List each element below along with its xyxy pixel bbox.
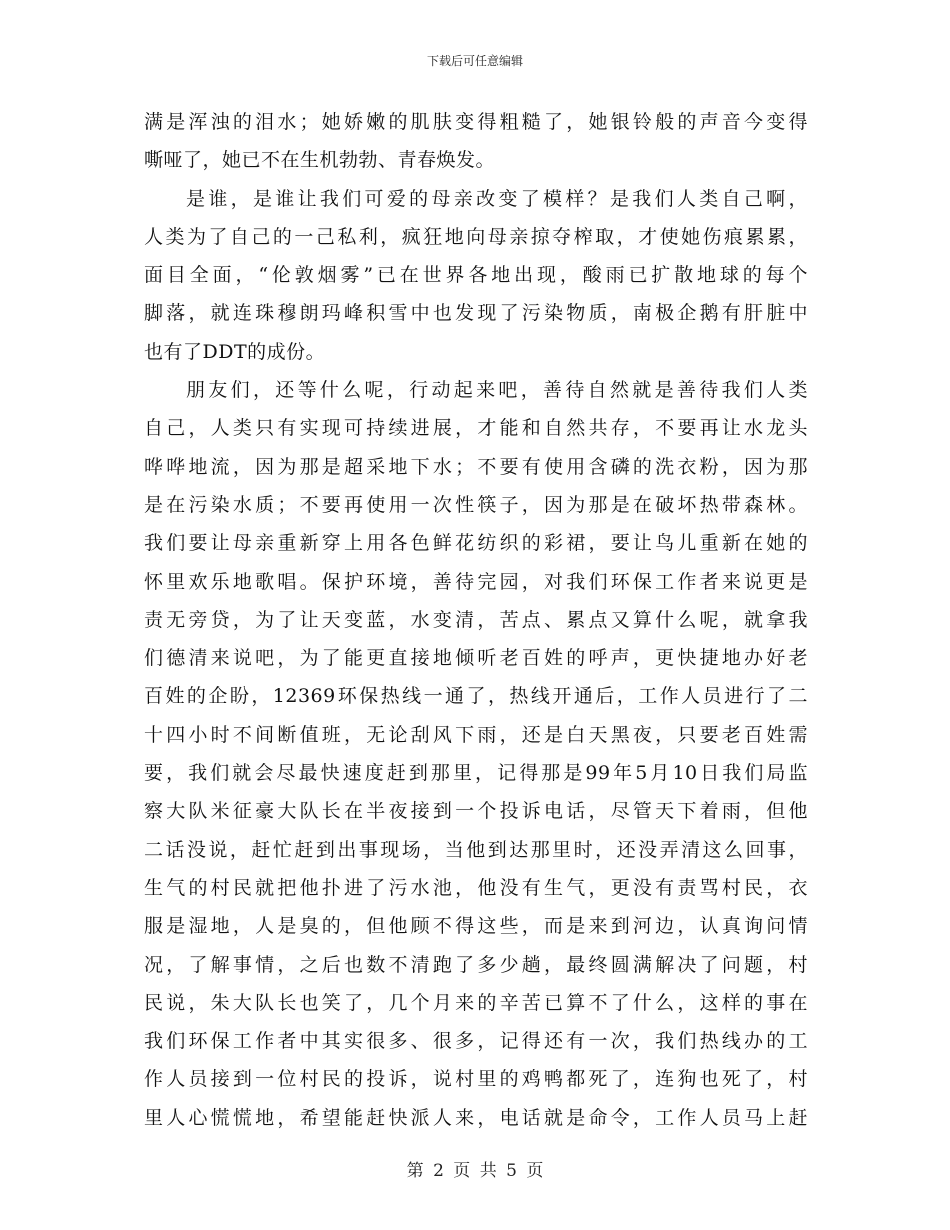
text-line: 我们环保工作者中其实很多、很多，记得还有一次，我们热线办的工 — [144, 1030, 808, 1053]
text-line: 里人心慌慌地，希望能赶快派人来，电话就是命令，工作人员马上赶 — [144, 1106, 808, 1129]
text-line: 面目全面，“伦敦烟雾”已在世界各地出现，酸雨已扩散地球的每个 — [144, 264, 808, 287]
text-line: 生气的村民就把他扑进了污水池，他没有生气，更没有责骂村民，衣 — [144, 876, 808, 899]
text-line: 百姓的企盼，12369环保热线一通了，热线开通后，工作人员进行了二 — [144, 685, 808, 708]
text-line: 自己，人类只有实现可持续进展，才能和自然共存，不要再让水龙头 — [144, 417, 808, 440]
text-line: 也有了DDT的成份。 — [144, 340, 326, 363]
text-line: 要，我们就会尽最快速度赶到那里，记得那是99年5月10日我们局监 — [144, 762, 808, 785]
text-line: 是谁，是谁让我们可爱的母亲改变了模样？是我们人类自己啊， — [186, 187, 808, 210]
text-line: 责无旁贷，为了让天变蓝，水变清，苦点、累点又算什么呢，就拿我 — [144, 608, 808, 631]
page-header: 下载后可任意编辑 — [426, 54, 523, 68]
text-line: 十四小时不间断值班，无论刮风下雨，还是白天黑夜，只要老百姓需 — [144, 723, 808, 746]
text-line: 二话没说，赶忙赶到出事现场，当他到达那里时，还没弄清这么回事， — [144, 838, 808, 861]
text-line: 脚落，就连珠穆朗玛峰积雪中也发现了污染物质，南极企鹅有肝脏中 — [144, 302, 808, 325]
text-line: 们德清来说吧，为了能更直接地倾听老百姓的呼声，更快捷地办好老 — [144, 647, 808, 670]
body-text — [144, 103, 808, 1137]
text-line: 是在污染水质；不要再使用一次性筷子，因为那是在破坏热带森林。 — [144, 493, 808, 516]
text-line: 察大队米征豪大队长在半夜接到一个投诉电话，尽管天下着雨，但他 — [144, 800, 808, 823]
text-line: 嘶哑了，她已不在生机勃勃、青春焕发。 — [144, 149, 496, 172]
text-line: 我们要让母亲重新穿上用各色鲜花纺织的彩裙，要让鸟儿重新在她的 — [144, 532, 808, 555]
text-line: 哗哗地流，因为那是超采地下水；不要有使用含磷的洗衣粉，因为那 — [144, 455, 808, 478]
text-line: 服是湿地，人是臭的，但他顾不得这些，而是来到河边，认真询问情 — [144, 915, 808, 938]
text-line: 朋友们，还等什么呢，行动起来吧，善待自然就是善待我们人类 — [186, 379, 808, 402]
text-line: 作人员接到一位村民的投诉，说村里的鸡鸭都死了，连狗也死了，村 — [144, 1068, 808, 1091]
text-line: 况，了解事情，之后也数不清跑了多少趟，最终圆满解决了问题，村 — [144, 953, 808, 976]
text-line: 民说，朱大队长也笑了，几个月来的辛苦已算不了什么，这样的事在 — [144, 991, 808, 1014]
text-line: 怀里欢乐地歌唱。保护环境，善待完园，对我们环保工作者来说更是 — [144, 570, 808, 593]
text-line: 满是浑浊的泪水；她娇嫩的肌肤变得粗糙了，她银铃般的声音今变得 — [144, 111, 808, 133]
text-line: 人类为了自己的一己私利，疯狂地向母亲掠夺榨取，才使她伤痕累累， — [144, 225, 808, 248]
page-footer: 第 2 页 共 5 页 — [406, 1161, 544, 1181]
